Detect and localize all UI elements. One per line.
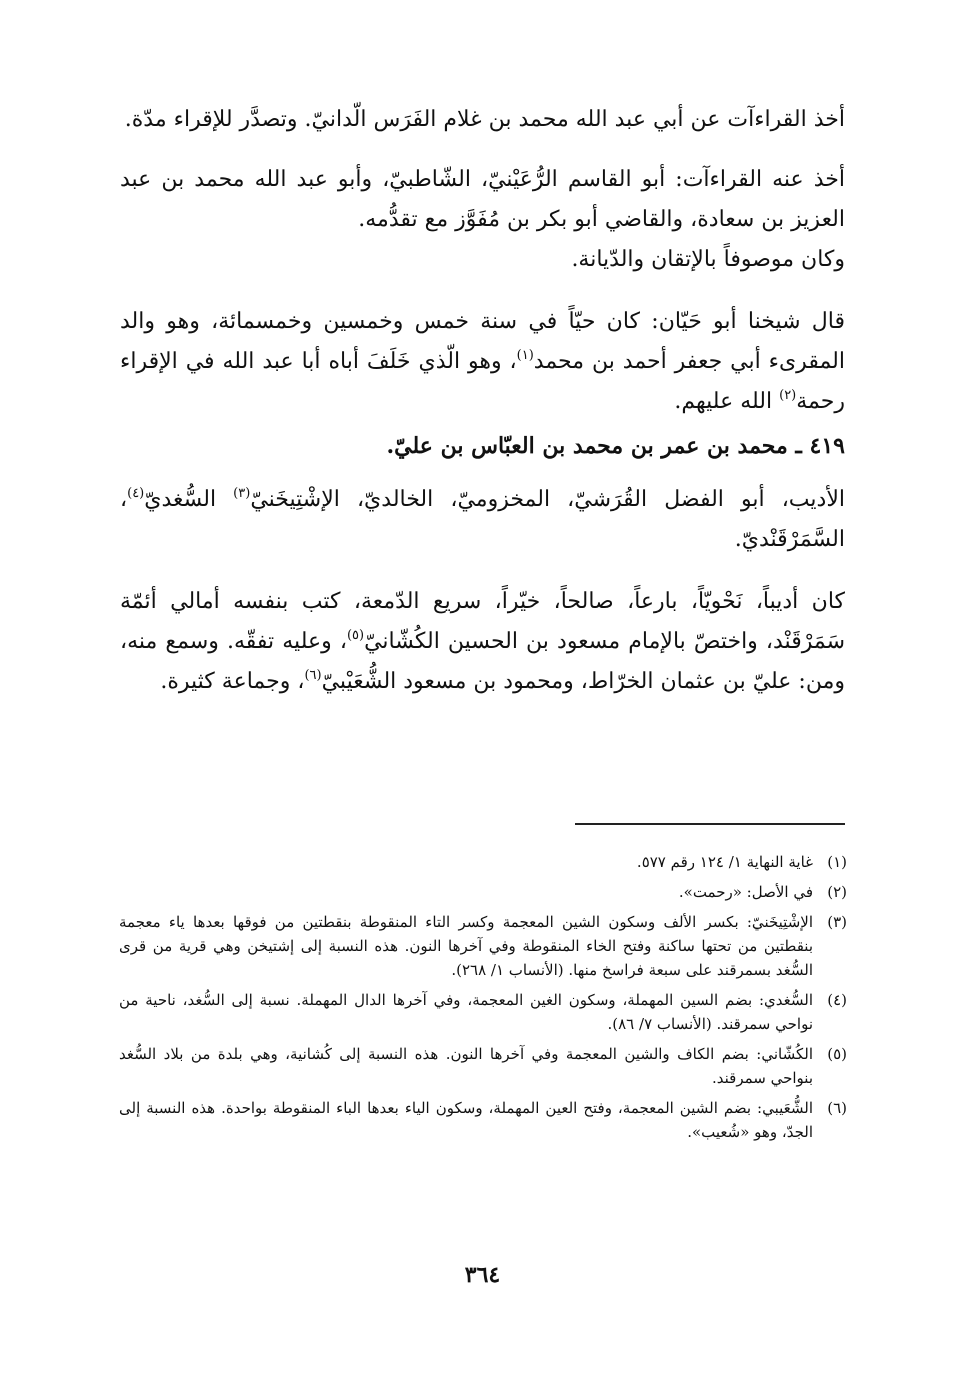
paragraph-biography-part-b: ، وعليه تفقّه. وسمع منه، ومن: عليّ بن عثمان الخرّاط، ومحمود بن مسعود الشُّعَيْبيّ: [120, 629, 845, 694]
footnote-text: الشُّعَيبي: بضم الشين المعجمة، وفتح العين المهملة، وسكون الياء بعدها الباء المنقوطة بواحدة. هذه النسبة إلى الجدّ، وهو «شُعيب».: [119, 1099, 813, 1141]
paragraph-nisba-part-b: السُّغديّ: [144, 487, 234, 512]
entry-heading: ٤١٩ ـ محمد بن عمر بن محمد بن العبّاس بن عليّ.: [386, 433, 845, 459]
paragraph-biography-part-a: كان أديباً، نَحْويّاً، بارعاً، صالحاً، خيّراً، سريع الدّمعة، كتب بنفسه أمالي أئمّة سَمَرْقَنْد، واختصّ بالإمام مسعود بن الحسين الكُشّانيّ: [120, 589, 845, 654]
footnote-item: [119, 1096, 847, 1144]
paragraph-description: وكان موصوفاً بالإتقان والدّيانة.: [571, 247, 845, 272]
paragraph-nisba-part-c: ، السَّمَرْقَنْديّ.: [120, 487, 845, 552]
paragraph-quote-part-a: قال شيخنا أبو حَيّان: كان حيّاً في سنة خمس وخمسين وخمسمائة، وهو والد المقرىء أبي جعفر أحمد بن محمد: [120, 309, 845, 374]
footnote-number: (١): [827, 853, 847, 871]
paragraph-quote-part-b: ، وهو الّذي خَلَفَ أباه أبا عبد الله في الإقراء رحمة: [120, 349, 845, 414]
page-number: ٣٦٤: [464, 1262, 501, 1288]
footnote-item: [119, 910, 847, 982]
footnote-ref-4[interactable]: (٤): [127, 486, 145, 501]
paragraph-quote: [120, 302, 845, 422]
footnote-ref-1[interactable]: (١): [516, 348, 534, 363]
footnote-item: [119, 850, 847, 874]
footnote-ref-5[interactable]: (٥): [346, 628, 365, 643]
footnote-text: السُّغدي: بضم السين المهملة، وسكون الغين المعجمة، وفي آخرها الدال المهملة. نسبة إلى السُّغد، ناحية من نواحي سمرقند. (الأنساب ٧/ ٨٦).: [119, 991, 813, 1033]
footnote-text: الكُشّاني: بضم الكاف والشين المعجمة وفي آخرها النون. هذه النسبة إلى كُشانية، وهي بلدة من بلاد السُّغد بنواحي سمرقند.: [119, 1045, 813, 1087]
footnote-text: الإشْتِيخَنيّ: بكسر الألف وسكون الشين المعجمة وكسر التاء المنقوطة بنقطتين من فوقها بعدها ياء معجمة بنقطتين من تحتها ساكنة وفتح الخاء المنقوطة وفي آخرها النون. هذه النسبة إلى إشتيخن وهي قرية من قرى السُّغد بسمرقند على سبعة فراسخ منها. (الأنساب ١/ ٢٦٨).: [119, 913, 813, 979]
paragraph-biography-part-c: ، وجماعة كثيرة.: [160, 669, 305, 694]
footnote-item: [119, 988, 847, 1036]
footnote-item: [119, 1042, 847, 1090]
footnote-number: (٦): [827, 1099, 847, 1117]
footnote-text: غاية النهاية ١/ ١٢٤ رقم ٥٧٧.: [636, 853, 813, 871]
footnote-ref-6[interactable]: (٦): [304, 668, 322, 683]
footnote-ref-2[interactable]: (٢): [779, 388, 797, 403]
footnote-number: (٣): [827, 913, 847, 931]
paragraph-nisba-part-a: الأديب، أبو الفضل القُرَشيّ، المخزوميّ، الخالديّ، الإشْتِيخَنيّ: [250, 487, 845, 512]
paragraph-teachers: أخذ القراءآت عن أبي عبد الله محمد بن غلام الفَرَس الّدانيّ. وتصدَّر للإقراء مدّة.: [124, 107, 845, 132]
footnote-ref-3[interactable]: (٣): [233, 486, 251, 501]
footnote-divider: [575, 823, 845, 825]
paragraph-biography: [120, 582, 845, 702]
main-text: [120, 100, 845, 702]
paragraph-students: أخذ عنه القراءآت: أبو القاسم الرُّعَيْنيّ، الشّاطبيّ، وأبو عبد الله محمد بن عبد العزيز بن سعادة، والقاضي أبو بكر بن مُفَوَّز مع تقدُّمه.: [120, 167, 845, 232]
footnotes: [119, 850, 847, 1150]
footnote-item: [119, 880, 847, 904]
paragraph-quote-part-c: الله عليهم.: [674, 389, 780, 414]
footnote-number: (٤): [827, 991, 847, 1009]
footnote-number: (٢): [827, 883, 847, 901]
footnote-number: (٥): [827, 1045, 847, 1063]
paragraph-nisba: [120, 480, 845, 560]
footnote-text: في الأصل: «رحمت».: [678, 883, 813, 901]
